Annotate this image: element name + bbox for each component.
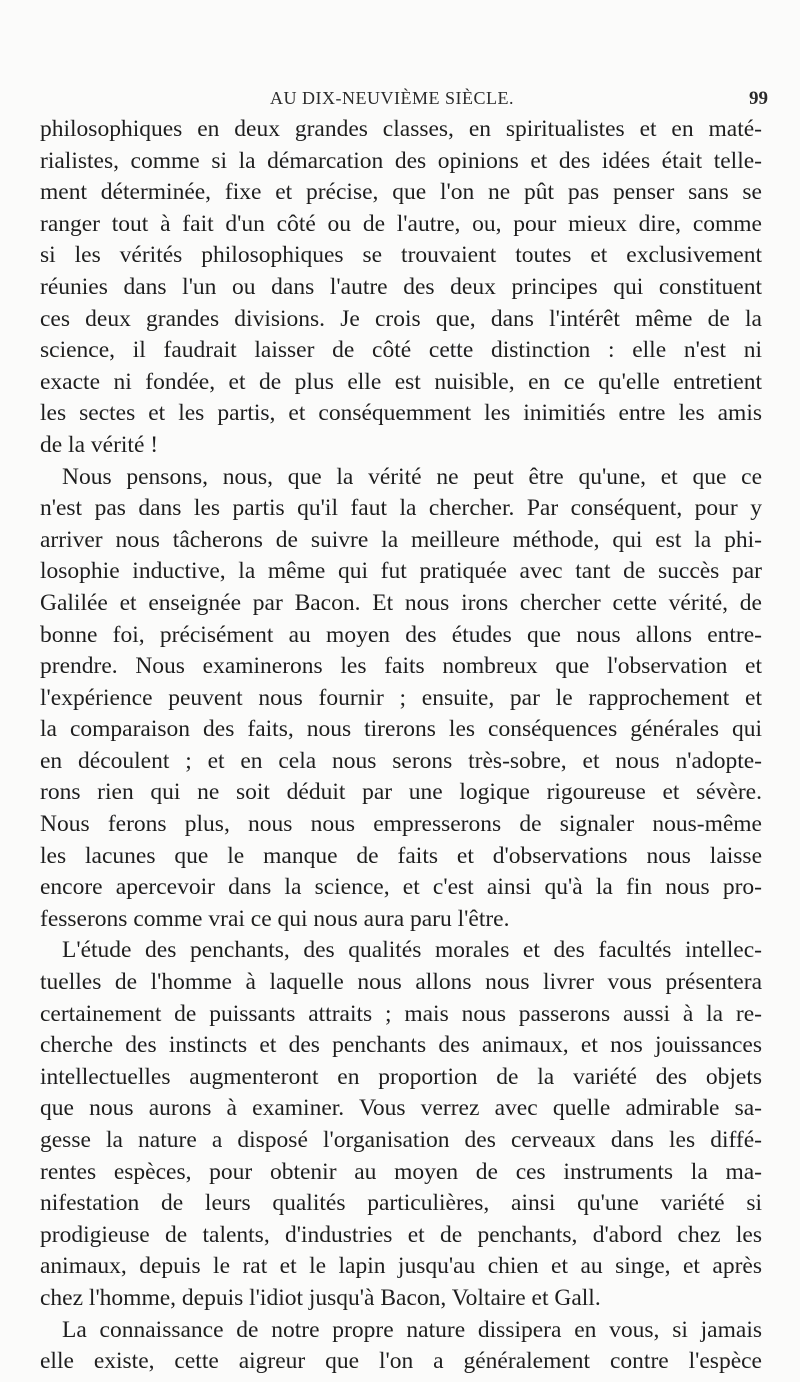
text-line: prodigieuse de talents, d'industries et de penchants, d'abord chez les xyxy=(40,1221,762,1248)
text-line: réunies dans l'un ou dans l'autre des deux principes qui constituent xyxy=(40,273,762,300)
text-line: rialistes, comme si la démarcation des opinions et des idées était telle- xyxy=(40,147,762,174)
text-line: les lacunes que le manque de faits et d'observations nous laisse xyxy=(40,842,762,869)
text-line: La connaissance de notre propre nature dissipera en vous, si jamais xyxy=(62,1316,762,1343)
text-line: que nous aurons à examiner. Vous verrez avec quelle admirable sa- xyxy=(40,1095,762,1122)
paragraph xyxy=(40,1315,762,1378)
text-line: certainement de puissants attraits ; mais nous passerons aussi à la re- xyxy=(40,1000,762,1027)
text-line: Galilée et enseignée par Bacon. Et nous irons chercher cette vérité, de xyxy=(40,589,762,616)
text-line: rentes espèces, pour obtenir au moyen de ces instruments la ma- xyxy=(40,1158,762,1185)
text-line: animaux, depuis le rat et le lapin jusqu'au chien et au singe, et après xyxy=(40,1253,762,1280)
body-text xyxy=(40,114,762,1378)
text-line: Nous ferons plus, nous nous empresserons de signaler nous-même xyxy=(40,811,762,838)
text-line: L'étude des penchants, des qualités morales et des facultés intellec- xyxy=(62,937,762,964)
text-line: prendre. Nous examinerons les faits nombreux que l'observation et xyxy=(40,653,762,680)
text-line: encore apercevoir dans la science, et c'est ainsi qu'à la fin nous pro- xyxy=(40,874,762,901)
text-line: exacte ni fondée, et de plus elle est nuisible, en ce qu'elle entretient xyxy=(40,368,762,395)
text-line: rons rien qui ne soit déduit par une logique rigoureuse et sévère. xyxy=(40,779,762,806)
text-line: losophie inductive, la même qui fut pratiquée avec tant de succès par xyxy=(40,558,762,585)
paragraph xyxy=(40,114,762,462)
text-line: les sectes et les partis, et conséquemment les inimitiés entre les amis xyxy=(40,400,762,427)
paragraph xyxy=(40,935,762,1314)
text-line: en découlent ; et en cela nous serons très-sobre, et nous n'adopte- xyxy=(40,747,762,774)
text-line: ranger tout à fait d'un côté ou de l'autre, ou, pour mieux dire, comme xyxy=(40,210,762,237)
text-line: la comparaison des faits, nous tirerons les conséquences générales qui xyxy=(40,716,762,743)
text-line: chez l'homme, depuis l'idiot jusqu'à Bacon, Voltaire et Gall. xyxy=(40,1284,601,1311)
text-line: n'est pas dans les partis qu'il faut la chercher. Par conséquent, pour y xyxy=(40,495,762,522)
text-line: intellectuelles augmenteront en proportion de la variété des objets xyxy=(40,1063,762,1090)
text-line: si les vérités philosophiques se trouvaient toutes et exclusivement xyxy=(40,242,762,269)
text-line: science, il faudrait laisser de côté cette distinction : elle n'est ni xyxy=(40,337,762,364)
text-line: tuelles de l'homme à laquelle nous allons nous livrer vous présentera xyxy=(40,969,762,996)
text-line: elle existe, cette aigreur que l'on a généralement contre l'espèce xyxy=(40,1348,762,1375)
running-title: AU DIX-NEUVIÈME SIÈCLE. xyxy=(270,88,514,108)
text-line: de la vérité ! xyxy=(40,431,159,458)
text-line: philosophiques en deux grandes classes, en spiritualistes et en maté- xyxy=(40,116,762,142)
page-number: 99 xyxy=(749,88,768,109)
text-line: ces deux grandes divisions. Je crois que, dans l'intérêt même de la xyxy=(40,305,762,332)
paragraph xyxy=(40,462,762,936)
text-line: Nous pensons, nous, que la vérité ne peut être qu'une, et que ce xyxy=(62,463,762,490)
text-line: l'expérience peuvent nous fournir ; ensuite, par le rapprochement et xyxy=(40,684,762,711)
text-line: arriver nous tâcherons de suivre la meilleure méthode, qui est la phi- xyxy=(40,526,762,553)
text-line: nifestation de leurs qualités particulières, ainsi qu'une variété si xyxy=(40,1190,762,1217)
text-line: fesserons comme vrai ce qui nous aura paru l'être. xyxy=(40,905,510,932)
text-line: ment déterminée, fixe et précise, que l'on ne pût pas penser sans se xyxy=(40,179,762,206)
text-line: bonne foi, précisément au moyen des études que nous allons entre- xyxy=(40,621,762,648)
text-line: gesse la nature a disposé l'organisation des cerveaux dans les diffé- xyxy=(40,1127,762,1153)
text-line: cherche des instincts et des penchants des animaux, et nos jouissances xyxy=(40,1032,762,1059)
